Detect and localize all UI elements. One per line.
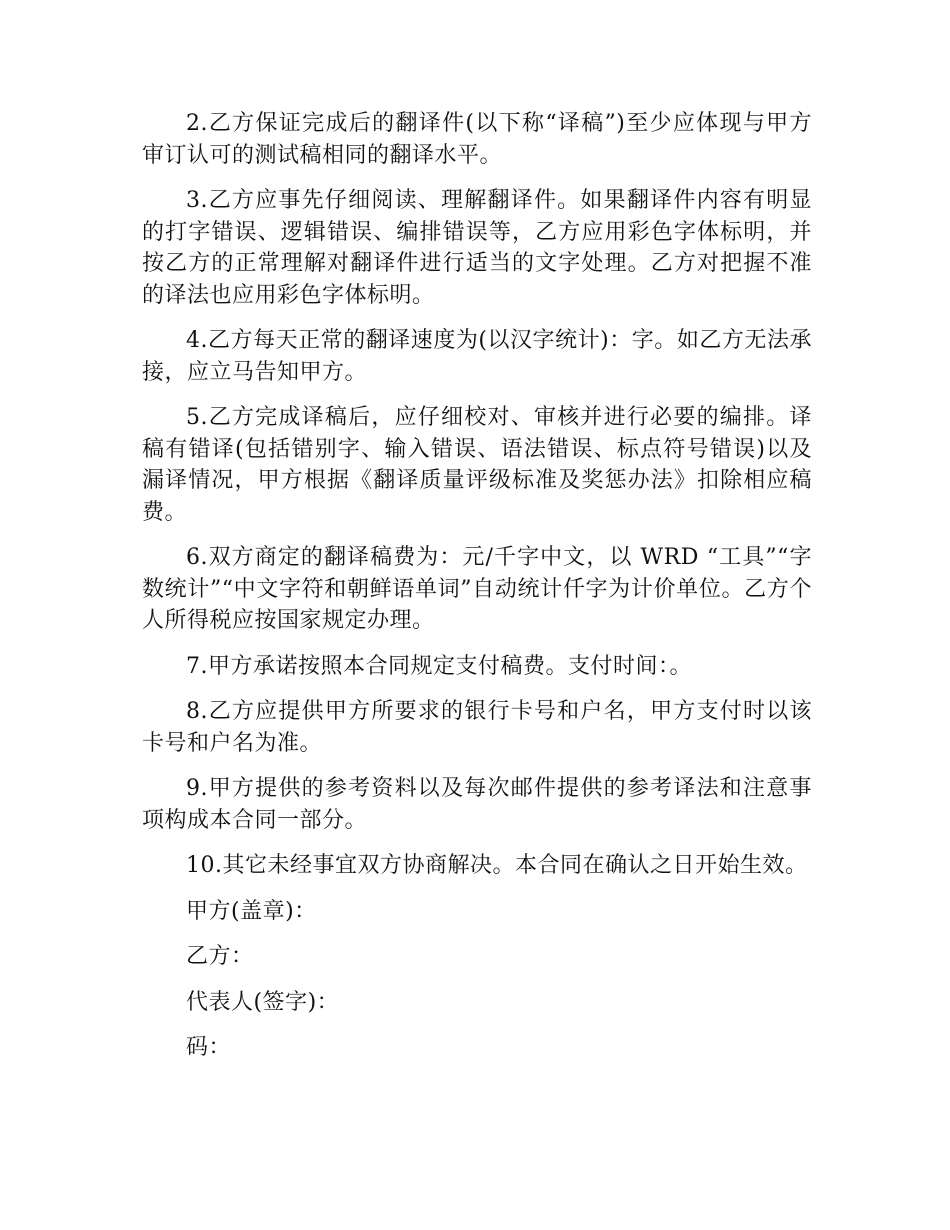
clause-4: 4.乙方每天正常的翻译速度为(以汉字统计)：字。如乙方无法承接，应立马告知甲方。 — [142, 328, 812, 385]
representative-signature-line: 代表人(签字)： — [186, 989, 340, 1015]
party-b-line: 乙方： — [186, 944, 254, 969]
party-a-seal-line: 甲方(盖章)： — [186, 898, 317, 924]
clause-5: 5.乙方完成译稿后，应仔细校对、审核并进行必要的编排。译稿有错译(包括错别字、输入错误、语法错误、标点符号错误)以及漏译情况，甲方根据《翻译质量评级标准及奖惩办法》扣除相应稿费。 — [142, 405, 812, 525]
clause-2: 2.乙方保证完成后的翻译件(以下称“译稿”)至少应体现与甲方审订认可的测试稿相同的翻译水平。 — [142, 111, 812, 168]
clause-9: 9.甲方提供的参考资料以及每次邮件提供的参考译法和注意事项构成本合同一部分。 — [142, 776, 812, 833]
clause-10: 10.其它未经事宜双方协商解决。本合同在确认之日开始生效。 — [186, 853, 808, 878]
code-line: 码： — [186, 1035, 232, 1060]
clause-8: 8.乙方应提供甲方所要求的银行卡号和户名，甲方支付时以该卡号和户名为准。 — [142, 699, 812, 756]
clause-6: 6.双方商定的翻译稿费为：元/千字中文，以 WRD “工具”“字数统计”“中文字符和朝鲜语单词”自动统计仟字为计价单位。乙方个人所得税应按国家规定办理。 — [142, 545, 812, 633]
contract-page — [142, 108, 812, 1078]
clause-7: 7.甲方承诺按照本合同规定支付稿费。支付时间：。 — [186, 653, 692, 679]
clause-3: 3.乙方应事先仔细阅读、理解翻译件。如果翻译件内容有明显的打字错误、逻辑错误、编排错误等，乙方应用彩色字体标明，并按乙方的正常理解对翻译件进行适当的文字处理。乙方对把握不准的译法也应用彩色字体标明。 — [142, 188, 812, 308]
